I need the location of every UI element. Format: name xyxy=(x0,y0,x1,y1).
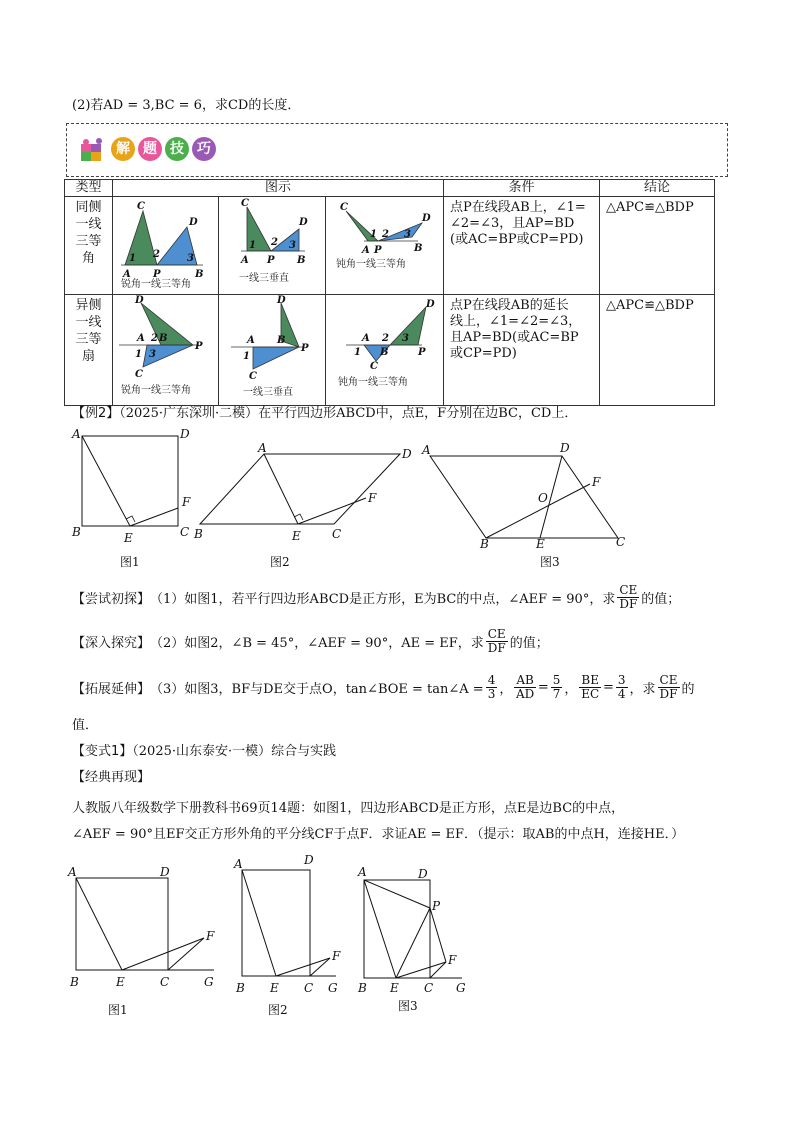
extend-tail: 的 xyxy=(681,682,695,697)
table-row xyxy=(65,295,715,406)
svg-text:D: D xyxy=(304,853,314,867)
extend-text: （3）如图3，BF与DE交于点O，tan∠BOE = tan∠A = xyxy=(150,682,484,697)
condition-line: 线上，∠1=∠2=∠3， xyxy=(450,314,582,329)
svg-text:A: A xyxy=(137,333,145,344)
comma: ， xyxy=(499,682,513,697)
frac-num: BE xyxy=(581,673,599,687)
fig-caption: 图3 xyxy=(398,999,418,1013)
svg-text:1: 1 xyxy=(249,240,256,251)
svg-text:2: 2 xyxy=(382,333,389,344)
frac-num: CE xyxy=(619,583,638,597)
svg-text:1: 1 xyxy=(370,229,377,240)
frac-den: DF xyxy=(487,641,506,655)
svg-text:3: 3 xyxy=(187,253,194,264)
extend-label: 【拓展延伸】 xyxy=(72,682,151,697)
tips-header xyxy=(79,136,219,162)
svg-text:P: P xyxy=(153,269,161,280)
frac-den: 3 xyxy=(487,687,496,701)
fig-caption: 图1 xyxy=(108,1003,128,1017)
tip-char-4: 巧 xyxy=(192,137,216,161)
condition-cell xyxy=(444,295,600,406)
fig-caption: 图2 xyxy=(270,555,290,569)
deep-line xyxy=(72,628,549,655)
svg-text:E: E xyxy=(536,537,545,551)
header-figure: 图示 xyxy=(113,180,444,197)
classic-figures xyxy=(64,846,484,1022)
svg-text:3: 3 xyxy=(289,240,296,251)
svg-text:D: D xyxy=(402,447,412,461)
svg-text:F: F xyxy=(592,475,601,489)
fraction xyxy=(616,674,628,701)
deep-tail: 的值； xyxy=(509,636,549,651)
equals: = xyxy=(537,680,549,695)
svg-text:C: C xyxy=(332,527,342,541)
svg-text:G: G xyxy=(456,981,466,995)
condition-line: 或CP=PD) xyxy=(450,346,517,361)
deep-text: （2）如图2，∠B = 45°，∠AEF = 90°，AE = EF，求 xyxy=(150,636,484,651)
figure-caption: 一线三垂直 xyxy=(243,387,293,398)
fraction xyxy=(514,674,535,701)
type-cell xyxy=(65,295,113,406)
svg-text:G: G xyxy=(204,975,214,989)
try-text: （1）如图1，若平行四边形ABCD是正方形，E为BC的中点，∠AEF = 90°，求 xyxy=(150,592,616,607)
figure-cell xyxy=(326,295,444,406)
svg-text:F: F xyxy=(206,929,215,943)
svg-text:D: D xyxy=(560,441,570,455)
fraction xyxy=(617,584,639,611)
frac-den: EC xyxy=(581,687,600,701)
svg-text:D: D xyxy=(160,865,170,879)
svg-text:2: 2 xyxy=(151,333,158,344)
example-label: 【例2】 xyxy=(72,406,120,421)
fig2-parallelogram xyxy=(193,441,412,569)
table-header-row xyxy=(65,180,715,197)
figure-caption: 钝角一线三等角 xyxy=(338,377,408,388)
classic-text-1: 人教版八年级数学下册教科书69页14题：如图1，四边形ABCD是正方形，点E是边BC的中点， xyxy=(72,801,625,816)
svg-text:F: F xyxy=(182,495,191,509)
svg-text:3: 3 xyxy=(404,229,411,240)
svg-text:C: C xyxy=(137,201,145,212)
type-line: 一线 xyxy=(75,315,102,330)
extend-text: ，求 xyxy=(629,682,656,697)
classic-label: 【经典再现】 xyxy=(72,770,151,785)
type-line: 一线 xyxy=(75,217,102,232)
figure-cell xyxy=(113,197,219,295)
svg-text:A: A xyxy=(123,269,131,280)
classic-fig3 xyxy=(357,865,466,1013)
figure-cell xyxy=(219,197,326,295)
svg-text:B: B xyxy=(70,975,79,989)
svg-text:B: B xyxy=(277,335,286,346)
svg-text:A: A xyxy=(362,245,370,256)
example-source: （2025·广东深圳·二模） xyxy=(119,406,259,421)
header-conclusion: 结论 xyxy=(600,180,715,197)
frac-den: DF xyxy=(659,687,678,701)
type-cell xyxy=(65,197,113,295)
extend-line-2: 值． xyxy=(72,718,99,733)
svg-text:P: P xyxy=(267,255,275,266)
tip-char-1: 解 xyxy=(111,137,135,161)
svg-text:2: 2 xyxy=(153,249,160,260)
svg-text:D: D xyxy=(426,299,435,310)
tip-char-3: 技 xyxy=(165,137,189,161)
svg-text:E: E xyxy=(270,981,279,995)
svg-text:1: 1 xyxy=(354,347,361,358)
question-2: (2)若AD = 3,BC = 6，求CD的长度． xyxy=(72,98,301,113)
fraction xyxy=(551,674,563,701)
fraction xyxy=(486,628,508,655)
svg-text:D: D xyxy=(180,427,190,441)
svg-text:A: A xyxy=(68,865,77,879)
svg-text:C: C xyxy=(135,369,143,380)
fig-caption: 图2 xyxy=(268,1003,288,1017)
frac-num: CE xyxy=(487,627,506,641)
svg-text:P: P xyxy=(374,245,382,256)
fig-caption: 图1 xyxy=(120,555,140,569)
header-condition: 条件 xyxy=(444,180,600,197)
variant-source: （2025·山东泰安·一模） xyxy=(132,744,272,759)
fig-caption: 图3 xyxy=(540,555,560,569)
svg-text:F: F xyxy=(448,953,457,967)
extend-line xyxy=(72,674,695,701)
svg-text:E: E xyxy=(124,531,133,545)
frac-den: AD xyxy=(515,687,535,701)
svg-text:D: D xyxy=(418,867,428,881)
frac-num: 4 xyxy=(487,673,496,687)
svg-text:A: A xyxy=(362,333,370,344)
type-line: 同侧 xyxy=(75,200,102,215)
frac-num: 5 xyxy=(552,673,561,687)
svg-text:B: B xyxy=(358,981,367,995)
classic-text-2: ∠AEF = 90°且EF交正方形外角的平分线CF于点F．求证AE = EF．（提示：取AB的中点H，连接HE．） xyxy=(72,827,685,842)
svg-text:3: 3 xyxy=(402,333,409,344)
figure-caption: 钝角一线三等角 xyxy=(336,259,406,270)
svg-text:D: D xyxy=(299,217,308,228)
svg-text:B: B xyxy=(195,269,204,280)
condition-line: 且AP=BD(或AC=BP xyxy=(450,330,579,345)
figure-caption: 锐角一线三等角 xyxy=(121,385,191,396)
svg-text:P: P xyxy=(418,347,426,358)
svg-text:C: C xyxy=(616,535,626,549)
svg-text:D: D xyxy=(189,217,198,228)
svg-text:B: B xyxy=(480,537,489,551)
example-2-line xyxy=(72,402,577,421)
variant-text: 综合与实践 xyxy=(271,744,337,759)
frac-den: 7 xyxy=(552,687,561,701)
condition-cell xyxy=(444,197,600,295)
svg-text:F: F xyxy=(368,491,377,505)
svg-text:E: E xyxy=(292,529,301,543)
obtuse-same-side-figure xyxy=(326,197,442,290)
conclusion-cell: △APC≌△BDP xyxy=(600,197,715,295)
svg-text:B: B xyxy=(159,333,168,344)
obtuse-opposite-side-figure xyxy=(326,295,442,401)
condition-line: 点P在线段AB的延长 xyxy=(450,298,569,313)
svg-text:C: C xyxy=(370,361,378,372)
conclusion-cell: △APC≌△BDP xyxy=(600,295,715,406)
type-line: 扇 xyxy=(81,349,95,364)
type-line: 三等 xyxy=(75,332,102,347)
variant-1-line xyxy=(72,740,336,759)
classic-fig1 xyxy=(67,865,215,1017)
svg-text:B: B xyxy=(194,527,203,541)
type-line: 异侧 xyxy=(75,298,102,313)
svg-text:1: 1 xyxy=(129,253,136,264)
svg-text:2: 2 xyxy=(271,237,278,248)
acute-opposite-side-figure xyxy=(113,295,217,401)
condition-line: (或AC=BP或CP=PD) xyxy=(450,232,584,247)
variant-label: 【变式1】 xyxy=(72,744,133,759)
type-line: 三等 xyxy=(75,234,102,249)
try-label: 【尝试初探】 xyxy=(72,592,151,607)
svg-text:D: D xyxy=(135,295,144,306)
svg-text:G: G xyxy=(328,981,338,995)
frac-num: 3 xyxy=(617,673,626,687)
fraction xyxy=(579,674,601,701)
svg-text:P: P xyxy=(432,899,441,913)
svg-text:B: B xyxy=(297,255,306,266)
svg-text:P: P xyxy=(301,343,309,354)
frac-den: DF xyxy=(619,597,638,611)
svg-text:A: A xyxy=(234,857,243,871)
fraction xyxy=(486,674,498,701)
svg-text:P: P xyxy=(195,341,203,352)
svg-text:2: 2 xyxy=(382,229,389,240)
svg-text:A: A xyxy=(258,441,267,455)
puzzle-icon xyxy=(79,136,105,162)
frac-num: CE xyxy=(659,673,678,687)
classic-fig2 xyxy=(233,853,341,1017)
skill-table xyxy=(64,179,715,406)
equals: = xyxy=(602,680,614,695)
svg-text:B: B xyxy=(414,243,423,254)
table-row xyxy=(65,197,715,295)
svg-text:O: O xyxy=(538,491,548,505)
svg-text:C: C xyxy=(340,202,348,213)
try-line xyxy=(72,584,680,611)
svg-text:C: C xyxy=(160,975,170,989)
condition-line: 点P在线段AB上，∠1= xyxy=(450,200,586,215)
fraction xyxy=(658,674,680,701)
example2-figures xyxy=(62,422,642,572)
condition-line: ∠2=∠3，且AP=BD xyxy=(450,216,575,231)
header-type: 类型 xyxy=(65,180,113,197)
tip-char-2: 题 xyxy=(138,137,162,161)
fig1-square xyxy=(71,427,191,569)
svg-text:E: E xyxy=(116,975,125,989)
svg-text:B: B xyxy=(72,525,81,539)
perpendicular-opposite-side-figure xyxy=(219,295,324,401)
svg-text:D: D xyxy=(422,213,431,224)
svg-text:B: B xyxy=(236,981,245,995)
svg-text:C: C xyxy=(180,525,190,539)
fig3-parallelogram xyxy=(421,441,625,569)
type-line: 角 xyxy=(81,251,95,266)
svg-text:C: C xyxy=(241,198,249,209)
svg-text:B: B xyxy=(380,347,389,358)
svg-text:E: E xyxy=(390,981,399,995)
deep-label: 【深入探究】 xyxy=(72,636,151,651)
example-text: 在平行四边形ABCD中，点E，F分别在边BC，CD上． xyxy=(258,406,578,421)
svg-text:F: F xyxy=(332,949,341,963)
svg-text:C: C xyxy=(249,371,257,382)
comma: ， xyxy=(564,682,578,697)
tips-box xyxy=(66,123,728,177)
svg-text:C: C xyxy=(424,981,434,995)
svg-text:C: C xyxy=(304,981,314,995)
figure-cell xyxy=(326,197,444,295)
figure-cell xyxy=(113,295,219,406)
figure-cell xyxy=(219,295,326,406)
figure-caption: 锐角一线三等角 xyxy=(121,279,191,290)
frac-den: 4 xyxy=(617,687,626,701)
svg-text:3: 3 xyxy=(149,349,156,360)
figure-caption: 一线三垂直 xyxy=(239,273,289,284)
svg-text:A: A xyxy=(72,427,81,441)
acute-same-side-figure xyxy=(113,197,217,290)
svg-text:D: D xyxy=(277,295,286,306)
svg-text:1: 1 xyxy=(243,351,250,362)
svg-text:A: A xyxy=(247,335,255,346)
svg-text:1: 1 xyxy=(135,349,142,360)
svg-text:A: A xyxy=(241,255,249,266)
perpendicular-same-side-figure xyxy=(219,197,324,290)
svg-text:A: A xyxy=(358,865,367,879)
try-tail: 的值； xyxy=(641,592,681,607)
frac-num: AB xyxy=(516,673,534,687)
svg-text:A: A xyxy=(422,443,431,457)
